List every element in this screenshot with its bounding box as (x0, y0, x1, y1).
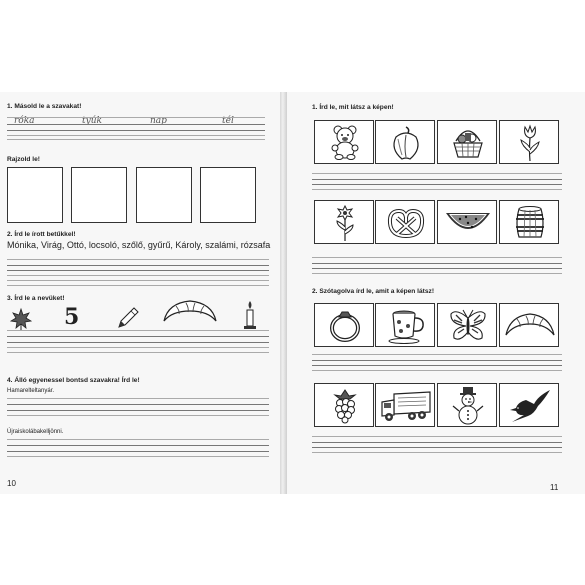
writing-line (7, 456, 269, 457)
drawing-box[interactable] (7, 167, 63, 223)
writing-line (7, 451, 269, 452)
writing-line (312, 452, 562, 453)
writing-line (312, 354, 562, 355)
flower-icon (333, 204, 357, 242)
writing-line (312, 268, 562, 269)
writing-line (312, 179, 562, 180)
writing-line (7, 404, 269, 405)
cursive-word-1: róka (14, 116, 35, 126)
writing-line (7, 280, 269, 281)
butterfly-icon (448, 308, 488, 344)
ex4-title: 4. Álló egyenessel bontsd szavakra! Írd le! (7, 377, 140, 384)
croissant-icon (162, 297, 218, 327)
pepper-icon (388, 125, 424, 161)
leaf-icon (9, 307, 33, 331)
right-page (287, 92, 585, 494)
writing-line (312, 173, 562, 174)
writing-line (7, 139, 265, 140)
writing-line (7, 347, 269, 348)
writing-line (7, 265, 269, 266)
picture-cell (499, 383, 559, 427)
drawing-box[interactable] (136, 167, 192, 223)
picture-cell (437, 200, 497, 244)
mug-icon (388, 308, 426, 344)
writing-line (7, 285, 269, 286)
picture-cell (375, 200, 435, 244)
picture-cell (499, 200, 559, 244)
cursive-word-2: tyúk (82, 116, 102, 126)
left-page (0, 92, 280, 494)
watermelon-icon (444, 209, 492, 237)
writing-line (312, 442, 562, 443)
writing-line (312, 370, 562, 371)
picture-cell (314, 200, 374, 244)
draw-title: Rajzold le! (7, 156, 40, 163)
picture-cell (499, 303, 559, 347)
snowman-icon (452, 386, 484, 426)
writing-line (312, 360, 562, 361)
ex1-title: 1. Másold le a szavakat! (7, 103, 82, 110)
writing-line (312, 184, 562, 185)
right-ex1-title: 1. Írd le, mit látsz a képen! (312, 104, 394, 111)
writing-line (7, 398, 269, 399)
pretzel-icon (385, 206, 427, 240)
writing-line (312, 189, 562, 190)
cursive-word-3: nap (150, 116, 167, 126)
picture-cell (314, 120, 374, 164)
writing-line (7, 259, 269, 260)
writing-line (7, 130, 265, 131)
writing-line (7, 270, 269, 271)
drawing-box[interactable] (200, 167, 256, 223)
writing-line (312, 447, 562, 448)
picture-cell (375, 383, 435, 427)
writing-line (7, 336, 269, 337)
ex4-word-2: Újraiskolábakelljönni. (7, 429, 64, 435)
ex4-word-1: Hamarelteltanyár. (7, 388, 55, 394)
picture-cell (375, 120, 435, 164)
writing-line (7, 342, 269, 343)
ex3-title: 3. Írd le a nevüket! (7, 295, 65, 302)
croissant-icon (504, 311, 556, 339)
picture-cell (437, 303, 497, 347)
right-ex2-title: 2. Szótagolva írd le, amit a képen látsz! (312, 288, 435, 295)
writing-line (7, 352, 269, 353)
ring-icon (328, 309, 362, 343)
page-number-left: 10 (7, 479, 16, 488)
writing-line (7, 124, 265, 125)
tulip-icon (518, 124, 542, 162)
writing-line (7, 135, 265, 136)
number-five: 5 (64, 304, 80, 330)
writing-line (7, 439, 269, 440)
truck-icon (380, 390, 432, 422)
writing-line (7, 410, 269, 411)
picture-cell (437, 120, 497, 164)
writing-line (7, 445, 269, 446)
barrel-icon (514, 205, 546, 241)
writing-line (7, 275, 269, 276)
page-number-right: 11 (550, 483, 559, 492)
pencil-icon (116, 306, 140, 330)
cursive-word-4: tél (222, 116, 234, 126)
swallow-icon (508, 388, 552, 424)
picture-cell (314, 303, 374, 347)
picture-cell (314, 383, 374, 427)
basket-icon (450, 125, 486, 161)
teddy-bear-icon (329, 124, 361, 160)
picture-cell (375, 303, 435, 347)
writing-line (7, 117, 265, 118)
writing-line (312, 436, 562, 437)
writing-line (312, 273, 562, 274)
ex2-title: 2. Írd le írott betűkkel! (7, 231, 76, 238)
drawing-box[interactable] (71, 167, 127, 223)
picture-cell (499, 120, 559, 164)
raspberry-icon (331, 388, 359, 424)
writing-line (7, 330, 269, 331)
ex2-words: Mónika, Virág, Ottó, locsoló, szőlő, gyűrű, Károly, szalámi, rózsafa (7, 240, 271, 250)
picture-cell (437, 383, 497, 427)
writing-line (312, 257, 562, 258)
writing-line (312, 365, 562, 366)
writing-line (7, 415, 269, 416)
book-spine (280, 92, 287, 494)
writing-line (312, 263, 562, 264)
candle-icon (243, 300, 257, 330)
